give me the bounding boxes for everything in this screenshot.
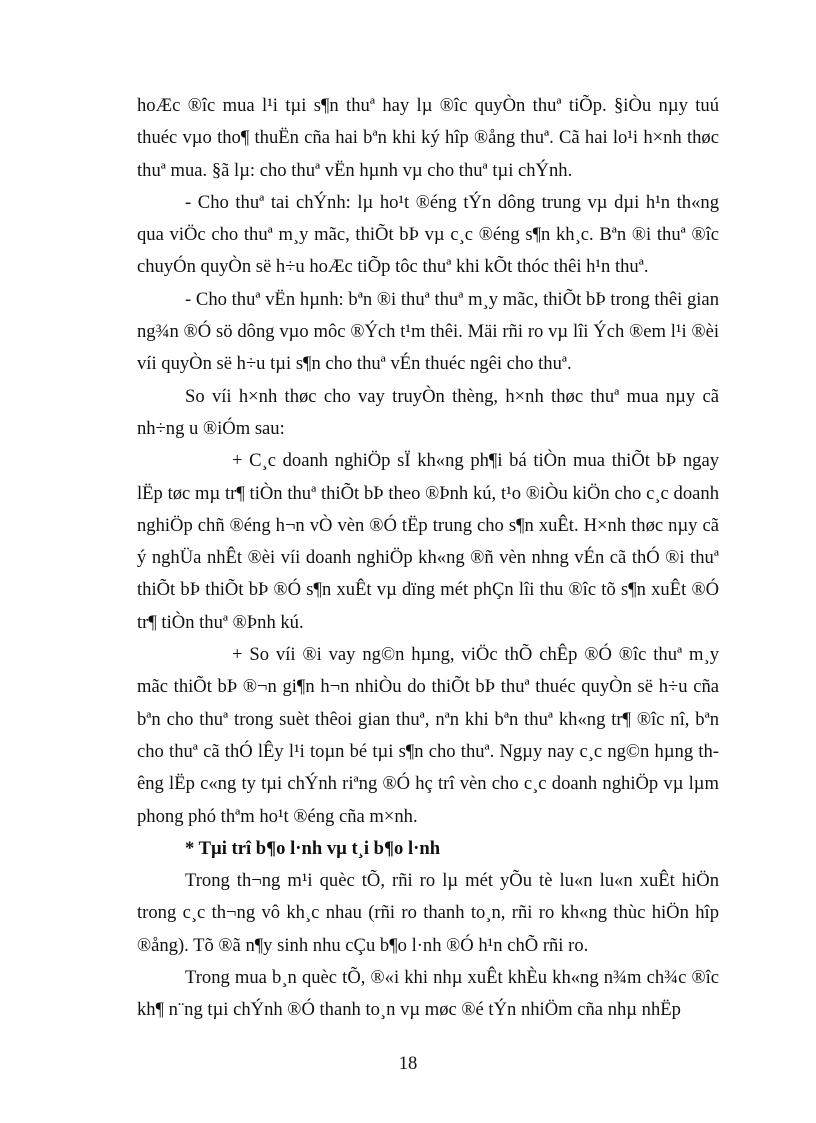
paragraph-continuation: hoÆc ®îc mua l¹i tµi s¶n thuª hay lµ ®îc quyÒn thuª tiÕp. §iÒu nµy tuú thuéc vµo tho¶ thuËn cña hai bªn khi ký hîp ®ång thuª. Cã hai lo¹i h×nh thøc thuª mua. §ã lµ: cho thuª vËn hµnh vµ cho thuª tµi chÝnh. (137, 95, 719, 181)
paragraph-risk: Trong th¬ng m¹i quèc tÕ, rñi ro lµ mét yÕu tè lu«n lu«n xuÊt hiÖn trong c¸c th¬ng vô kh¸c nhau (rñi ro thanh to¸n, rñi ro kh«ng thùc hiÖn hîp ®ång). Tõ ®ã n¶y sinh nhu cÇu b¶o l·nh ®Ó h¹n chÕ rñi ro. (137, 870, 719, 956)
paragraph-international-trade: Trong mua b¸n quèc tÕ, ®«i khi nhµ xuÊt khÈu kh«ng n¾m ch¾c ®îc kh¶ n¨ng tµi chÝnh ®Ó thanh to¸n vµ møc ®é tÝn nhiÖm cña nhµ nhËp (137, 967, 719, 1021)
paragraph-advantage-2: + So víi ®i vay ng©n hµng, viÖc thÕ chÊp ®Ó ®îc thuª m¸y mãc thiÕt bÞ ®¬n gi¶n h¬n nhiÒu do thiÕt bÞ thuª thuéc quyÒn së h÷u cña bªn cho thuª trong suèt thêoi gian thuª, nªn khi bªn thuª kh«ng tr¶ ®îc nî, bªn cho thuª cã thÓ lÊy l¹i toµn bé tµi s¶n cho thuª. Ngµy nay c¸c ng©n hµng thêng lËp c«ng ty tµi chÝnh riªng ®Ó hç trî vèn cho c¸c doanh nghiÖp vµ lµm phong phó thªm ho¹t ®éng cña m×nh. (137, 644, 719, 827)
paragraph-advantage-1: + C¸c doanh nghiÖp sÏ kh«ng ph¶i bá tiÒn mua thiÕt bÞ ngay lËp tøc mµ tr¶ tiÒn thuª thiÕt bÞ theo ®Þnh kú, t¹o ®iÒu kiÖn cho c¸c doanh nghiÖp chñ ®éng h¬n vÒ vèn ®Ó tËp trung cho s¶n xuÊt. H×nh thøc nµy cã ý nghÜa nhÊt ®èi víi doanh nghiÖp kh«ng ®ñ vèn nhng vÉn cã thÓ ®i thuª thiÕt bÞ thiÕt bÞ ®Ó s¶n xuÊt vµ dïng mét phÇn lîi thu ®îc tõ s¶n xuÊt ®Ó tr¶ tiÒn thuª ®Þnh kú. (137, 450, 719, 633)
paragraph-operating-lease: - Cho thuª vËn hµnh: bªn ®i thuª thuª m¸y mãc, thiÕt bÞ trong thêi gian ng¾n ®Ó sö dông vµo môc ®Ých t¹m thêi. Mäi rñi ro vµ lîi Ých ®em l¹i ®èi víi quyÒn së h÷u tµi s¶n cho thuª vÉn thuéc ngêi cho thuª. (137, 288, 719, 375)
page-number: 18 (398, 1053, 418, 1074)
body-text (137, 90, 719, 1027)
paragraph-finance-lease: - Cho thuª tai chÝnh: lµ ho¹t ®éng tÝn dông trung vµ dµi h¹n th«ng qua viÖc cho thuª m¸y mãc, thiÕt bÞ vµ c¸c ®éng s¶n kh¸c. Bªn ®i thuª ®îc chuyÓn quyÒn së h÷u hoÆc tiÕp tôc thuª khi kÕt thóc thêi h¹n thuª. (137, 191, 719, 278)
section-heading: * Tµi trî b¶o l·nh vµ t¸i b¶o l·nh (185, 837, 441, 859)
paragraph-advantages-intro: So víi h×nh thøc cho vay truyÒn thèng, h×nh thøc thuª mua nµy cã nh÷ng u ®iÓm sau: (137, 385, 719, 439)
